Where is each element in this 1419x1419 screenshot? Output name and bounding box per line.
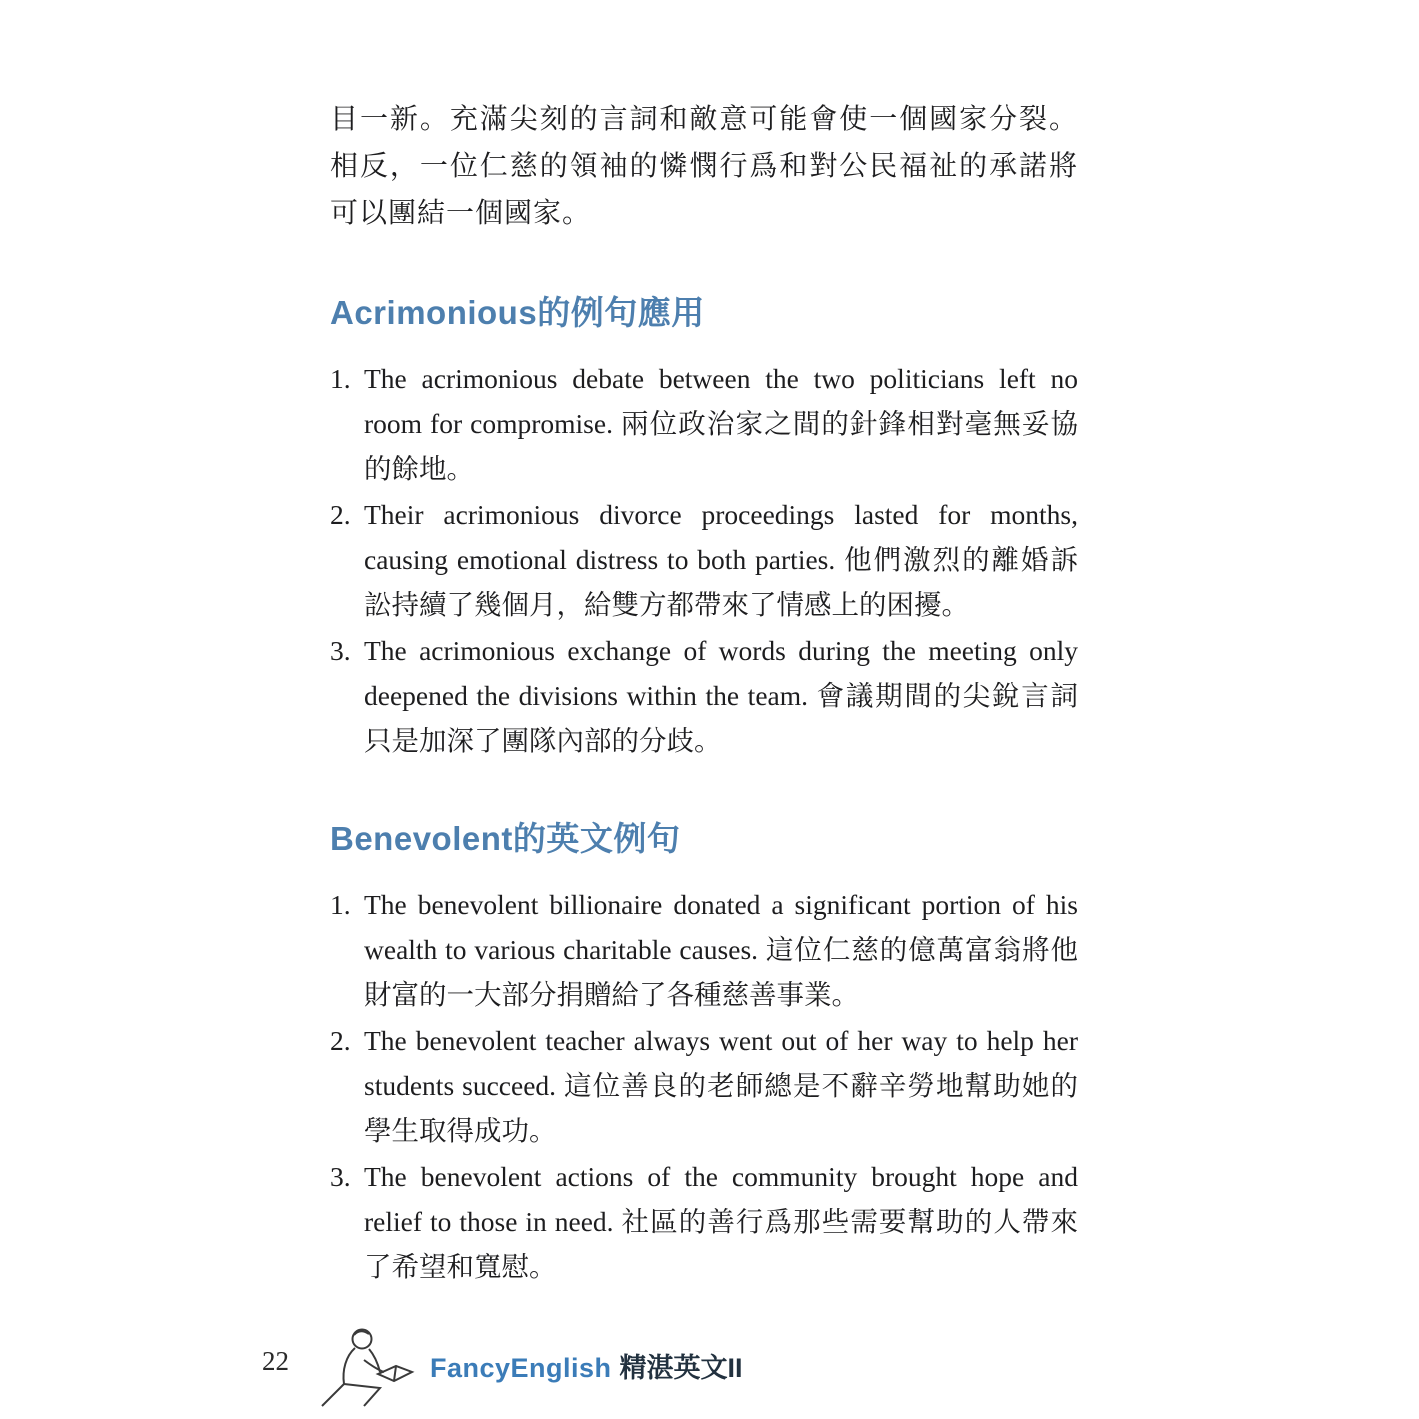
item-number: 2. <box>330 499 351 530</box>
example-item <box>330 492 1078 627</box>
section-heading-en: Benevolent <box>330 820 513 857</box>
example-item <box>330 882 1078 1017</box>
item-text <box>364 1018 1078 1153</box>
section-heading <box>330 287 1078 334</box>
example-list <box>330 882 1078 1289</box>
example-english: The acrimonious debate between the two politicians left no room for compromise. <box>364 363 1078 439</box>
section-heading-zh: 的例句應用 <box>537 294 705 331</box>
example-chinese: 會議期間的尖銳言詞只是加深了團隊內部的分歧。 <box>364 680 1079 756</box>
section-benevolent <box>330 813 1078 1289</box>
example-english: The benevolent teacher always went out of her way to help her students succeed. <box>364 1025 1078 1101</box>
item-text <box>364 628 1078 763</box>
brand-suffix: 精湛英文II <box>619 1353 743 1383</box>
example-english: The acrimonious exchange of words during the meeting only deepened the divisions within the team. <box>364 635 1078 711</box>
item-number: 3. <box>330 635 351 666</box>
item-text <box>364 882 1078 1017</box>
example-english: Their acrimonious divorce proceedings lasted for months, causing emotional distress to both parties. <box>364 499 1078 575</box>
example-item <box>330 628 1078 763</box>
example-item <box>330 1154 1078 1289</box>
intro-paragraph: 目一新。充滿尖刻的言詞和敵意可能會使一個國家分裂。相反，一位仁慈的領袖的憐憫行爲和對公民福祉的承諾將可以團結一個國家。 <box>330 104 1078 229</box>
example-chinese: 社區的善行爲那些需要幫助的人帶來了希望和寬慰。 <box>364 1206 1079 1282</box>
example-chinese: 這位善良的老師總是不辭辛勞地幫助她的學生取得成功。 <box>364 1070 1079 1146</box>
brand-line <box>430 1346 743 1385</box>
page-number: 22 <box>262 1346 289 1376</box>
example-english: The benevolent billionaire donated a significant portion of his wealth to various charitable causes. <box>364 889 1078 965</box>
example-item <box>330 356 1078 491</box>
item-number: 2. <box>330 1025 351 1056</box>
example-chinese: 這位仁慈的億萬富翁將他財富的一大部分捐贈給了各種慈善事業。 <box>364 934 1079 1010</box>
example-list <box>330 356 1078 763</box>
brand-name: FancyEnglish <box>430 1353 612 1383</box>
example-chinese: 兩位政治家之間的針鋒相對毫無妥協的餘地。 <box>364 408 1078 484</box>
example-english: The benevolent actions of the community brought hope and relief to those in need. <box>364 1161 1078 1237</box>
section-heading-en: Acrimonious <box>330 294 538 331</box>
section-heading <box>330 813 1078 860</box>
section-acrimonious <box>330 287 1078 763</box>
item-text <box>364 356 1078 491</box>
reading-person-illustration <box>320 1326 420 1413</box>
page-footer <box>262 1330 1162 1410</box>
example-chinese: 他們激烈的離婚訴訟持續了幾個月，給雙方都帶來了情感上的困擾。 <box>364 544 1079 620</box>
item-text <box>364 1154 1078 1289</box>
item-text <box>364 492 1078 627</box>
item-number: 1. <box>330 363 351 394</box>
section-heading-zh: 的英文例句 <box>512 820 681 857</box>
item-number: 3. <box>330 1161 351 1192</box>
item-number: 1. <box>330 889 351 920</box>
page-content <box>330 96 1078 1290</box>
example-item <box>330 1018 1078 1153</box>
reading-person-icon <box>320 1326 420 1408</box>
